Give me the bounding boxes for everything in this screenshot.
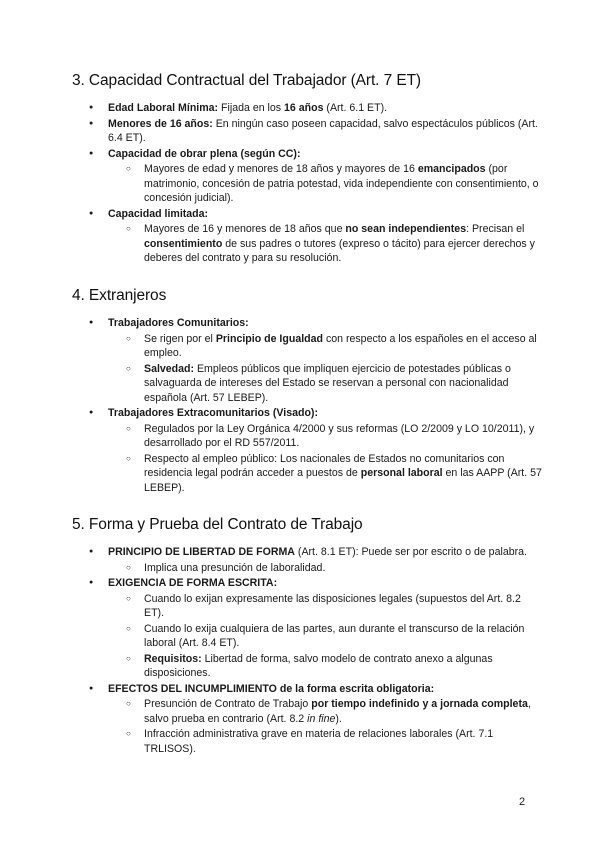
list-item-emancipados: ○ Mayores de edad y menores de 18 años y mayores de 16 emancipados (por matrimonio, concesión de patria potestad, vida independiente con consentimiento, o concesión judicial). <box>108 162 542 206</box>
extracomunitarios-sublist <box>108 422 542 496</box>
list-item-libertad-forma: ● PRINCIPIO DE LIBERTAD DE FORMA (Art. 8.1 ET): Puede ser por escrito o de palabra. ○ Implica una presunción de laboralidad. <box>72 545 542 575</box>
forma-escrita-sublist <box>108 592 542 681</box>
list-item-forma-escrita: ● EXIGENCIA DE FORMA ESCRITA: ○ Cuando lo exijan expresamente las disposiciones legales (supuestos del Art. 8.2 ET). ○ Cuando lo exija cualquiera de las partes, aun durante el transcurso de la relación laboral (Art. 8.4 ET). ○ Requisitos: Libertad de forma, salvo modelo de contrato anexo a algunas disposiciones. <box>72 576 542 681</box>
section-title-extranjeros: 4. Extranjeros <box>72 287 167 304</box>
list-item-efectos-incumplimiento: ● EFECTOS DEL INCUMPLIMIENTO de la forma escrita obligatoria: ○ Presunción de Contrato de Trabajo por tiempo indefinido y a jornada completa, salvo prueba en contrario (Art. 8.2 in fine). ○ Infracción administrativa grave en materia de relaciones laborales (Art. 7.1 TRLISOS). <box>72 682 542 757</box>
capacidad-plena-sublist <box>108 162 542 206</box>
section-forma-prueba <box>72 516 542 756</box>
capacidad-limitada-sublist <box>108 222 542 266</box>
list-item-capacidad-plena: ● Capacidad de obrar plena (según CC): ○ Mayores de edad y menores de 18 años y mayores de 16 emancipados (por matrimonio, concesión de patria potestad, vida independiente con consentimiento, o concesión judicial). <box>72 147 542 206</box>
list-item-ley-organica: ○ Regulados por la Ley Orgánica 4/2000 y sus reformas (LO 2/2009 y LO 10/2011), y desarrollado por el RD 557/2011. <box>108 422 542 451</box>
list-item-salvedad: ○ Salvedad: Empleos públicos que impliquen ejercicio de potestades públicas o salvaguarda de intereses del Estado se reservan a personal con nacionalidad española (Art. 57 LEBEP). <box>108 362 542 406</box>
list-item-empleo-publico: ○ Respecto al empleo público: Los nacionales de Estados no comunitarios con residencia legal podrán acceder a puestos de personal laboral en las AAPP (Art. 57 LEBEP). <box>108 452 542 496</box>
list-item-menores: ● Menores de 16 años: En ningún caso poseen capacidad, salvo espectáculos públicos (Art. 6.4 ET). <box>72 117 542 146</box>
efectos-sublist <box>108 697 542 756</box>
list-item-extracomunitarios: ● Trabajadores Extracomunitarios (Visado): ○ Regulados por la Ley Orgánica 4/2000 y sus reformas (LO 2/2009 y LO 10/2011), y desarrollado por el RD 557/2011. ○ Respecto al empleo público: Los nacionales de Estados no comunitarios con residencia legal podrán acceder a puestos de personal laboral en las AAPP (Art. 57 LEBEP). <box>72 406 542 495</box>
libertad-forma-sublist <box>108 561 542 576</box>
list-item-comunitarios: ● Trabajadores Comunitarios: ○ Se rigen por el Principio de Igualdad con respecto a los españoles en el acceso al empleo. ○ Salvedad: Empleos públicos que impliquen ejercicio de potestades públicas o salvaguarda de intereses del Estado se reservan a personal con nacionalidad española (Art. 57 LEBEP). <box>72 316 542 405</box>
forma-prueba-list <box>72 545 542 756</box>
extranjeros-list <box>72 316 542 495</box>
page-number: 2 <box>519 796 526 808</box>
list-item-presuncion-laboralidad: ○ Implica una presunción de laboralidad. <box>108 561 542 576</box>
list-item-igualdad: ○ Se rigen por el Principio de Igualdad con respecto a los españoles en el acceso al empleo. <box>108 332 542 361</box>
section-title-forma-prueba: 5. Forma y Prueba del Contrato de Trabajo <box>72 516 363 533</box>
section-capacidad <box>72 72 542 266</box>
capacidad-list <box>72 101 542 266</box>
list-item-infraccion: ○ Infracción administrativa grave en materia de relaciones laborales (Art. 7.1 TRLISOS). <box>108 727 542 756</box>
list-item-requisitos: ○ Requisitos: Libertad de forma, salvo modelo de contrato anexo a algunas disposiciones. <box>108 652 542 681</box>
list-item-presuncion-indefinido: ○ Presunción de Contrato de Trabajo por tiempo indefinido y a jornada completa, salvo prueba en contrario (Art. 8.2 in fine). <box>108 697 542 726</box>
list-item-capacidad-limitada: ● Capacidad limitada: ○ Mayores de 16 y menores de 18 años que no sean independientes: Precisan el consentimiento de sus padres o tutores (expreso o tácito) para ejercer derechos y deberes del contrato y para su resolución. <box>72 207 542 266</box>
list-item-edad-minima: ● Edad Laboral Mínima: Fijada en los 16 años (Art. 6.1 ET). <box>72 101 542 116</box>
list-item-no-independientes: ○ Mayores de 16 y menores de 18 años que no sean independientes: Precisan el consentimiento de sus padres o tutores (expreso o tácito) para ejercer derechos y deberes del contrato y para su resolución. <box>108 222 542 266</box>
list-item-exija-partes: ○ Cuando lo exija cualquiera de las partes, aun durante el transcurso de la relación laboral (Art. 8.4 ET). <box>108 622 542 651</box>
section-extranjeros <box>72 287 542 495</box>
list-item-disposiciones-legales: ○ Cuando lo exijan expresamente las disposiciones legales (supuestos del Art. 8.2 ET). <box>108 592 542 621</box>
section-title-capacidad: 3. Capacidad Contractual del Trabajador (Art. 7 ET) <box>72 72 421 89</box>
comunitarios-sublist <box>108 332 542 406</box>
